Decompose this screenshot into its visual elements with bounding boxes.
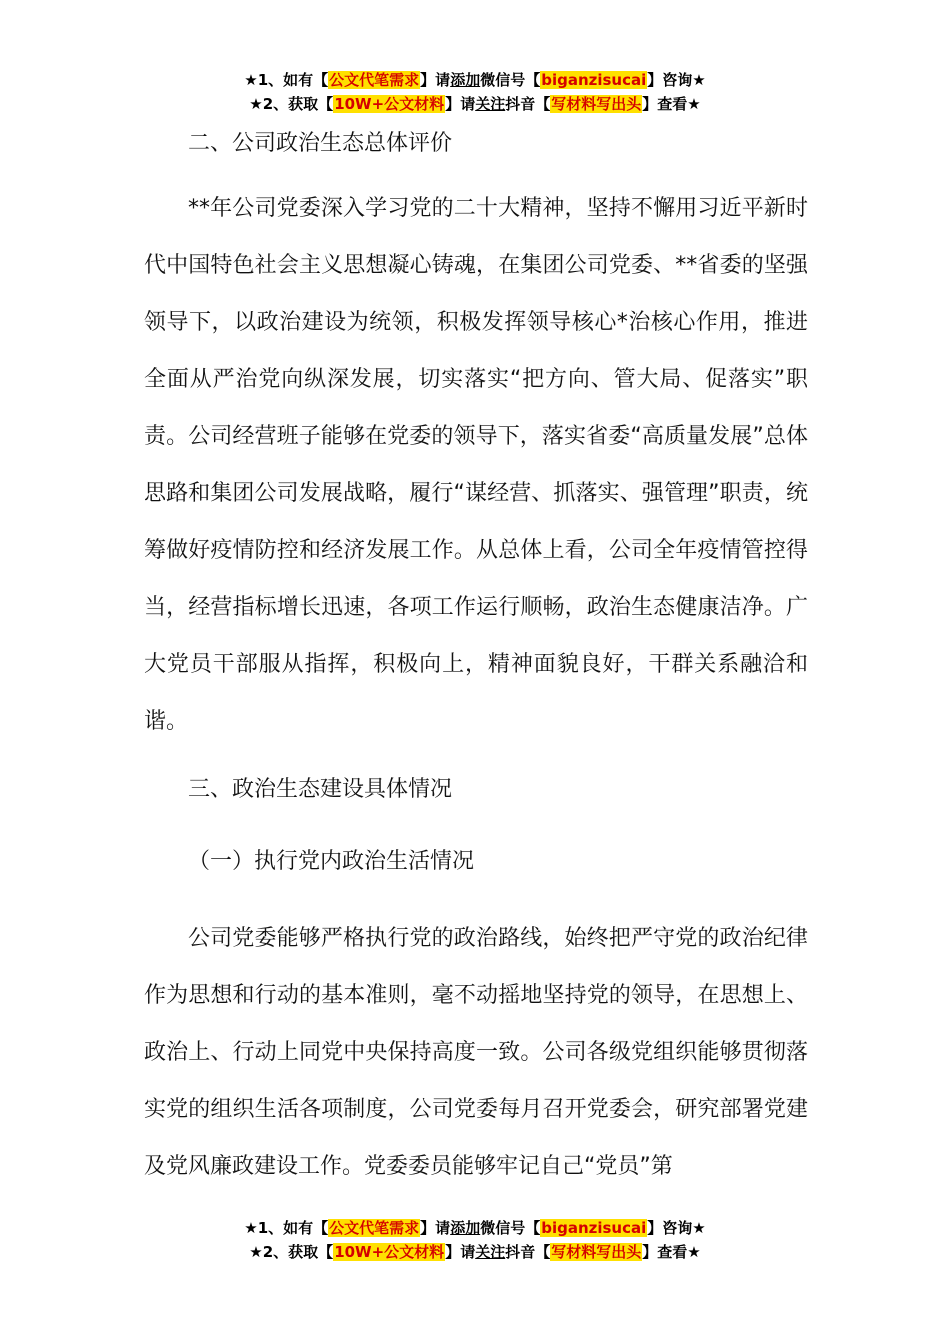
banner-text: 】查看★ [642,1243,701,1261]
header-banner [0,68,950,116]
subsection-heading-3-1: （一）执行党内政治生活情况 [188,849,475,874]
banner-underlined: 添加 [450,71,481,89]
banner-text: 】请 [445,1243,476,1261]
banner-line-1 [0,68,950,92]
section-heading-2: 二、公司政治生态总体评价 [188,131,453,156]
footer-banner [0,1216,950,1264]
section-heading-3: 三、政治生态建设具体情况 [188,777,453,802]
highlight-service: 公文代笔需求 [329,1219,420,1237]
banner-text: 】咨询★ [647,1219,706,1237]
highlight-wechat-id: biganzisucai [541,1219,647,1237]
banner-text: ★2、获取【 [249,1243,334,1261]
highlight-douyin-account: 写材料写出头 [551,95,642,113]
highlight-wechat-id: biganzisucai [541,71,647,89]
document-body [144,124,808,1195]
banner-text: ★1、如有【 [244,71,329,89]
banner-text: 抖音【 [505,95,551,113]
banner-line-2 [0,92,950,116]
banner-text: 】查看★ [642,95,701,113]
banner-text: ★2、获取【 [249,95,334,113]
paragraph-overall-evaluation: **年公司党委深入学习党的二十大精神，坚持不懈用习近平新时代中国特色社会主义思想凝心铸魂，在集团公司党委、**省委的坚强领导下，以政治建设为统领，积极发挥领导核心*治核心作用，推进全面从严治党向纵深发展，切实落实“把方向、管大局、促落实”职责。公司经营班子能够在党委的领导下，落实省委“高质量发展”总体思路和集团公司发展战略，履行“谋经营、抓落实、强管理”职责，统筹做好疫情防控和经济发展工作。从总体上看，公司全年疫情管控得当，经营指标增长迅速，各项工作运行顺畅，政治生态健康洁净。广大党员干部服从指挥，积极向上，精神面貌良好，干群关系融洽和谐。 [144,196,808,734]
banner-text: 抖音【 [505,1243,551,1261]
highlight-douyin-account: 写材料写出头 [551,1243,642,1261]
paragraph-party-life: 公司党委能够严格执行党的政治路线，始终把严守党的政治纪律作为思想和行动的基本准则，毫不动摇地坚持党的领导，在思想上、政治上、行动上同党中央保持高度一致。公司各级党组织能够贯彻落实党的组织生活各项制度，公司党委每月召开党委会，研究部署党建及党风廉政建设工作。党委委员能够牢记自己“党员”第 [144,926,808,1179]
banner-text: ★1、如有【 [244,1219,329,1237]
banner-underlined: 添加 [450,1219,481,1237]
banner-text: 微信号【 [480,71,541,89]
highlight-materials: 10W+公文材料 [334,1243,445,1261]
highlight-service: 公文代笔需求 [329,71,420,89]
banner-text: 】咨询★ [647,71,706,89]
banner-underlined: 关注 [475,1243,506,1261]
banner-line-1 [0,1216,950,1240]
banner-line-2 [0,1240,950,1264]
banner-text: 】请 [445,95,476,113]
banner-text: 】请 [420,71,451,89]
highlight-materials: 10W+公文材料 [334,95,445,113]
banner-text: 】请 [420,1219,451,1237]
banner-underlined: 关注 [475,95,506,113]
banner-text: 微信号【 [480,1219,541,1237]
